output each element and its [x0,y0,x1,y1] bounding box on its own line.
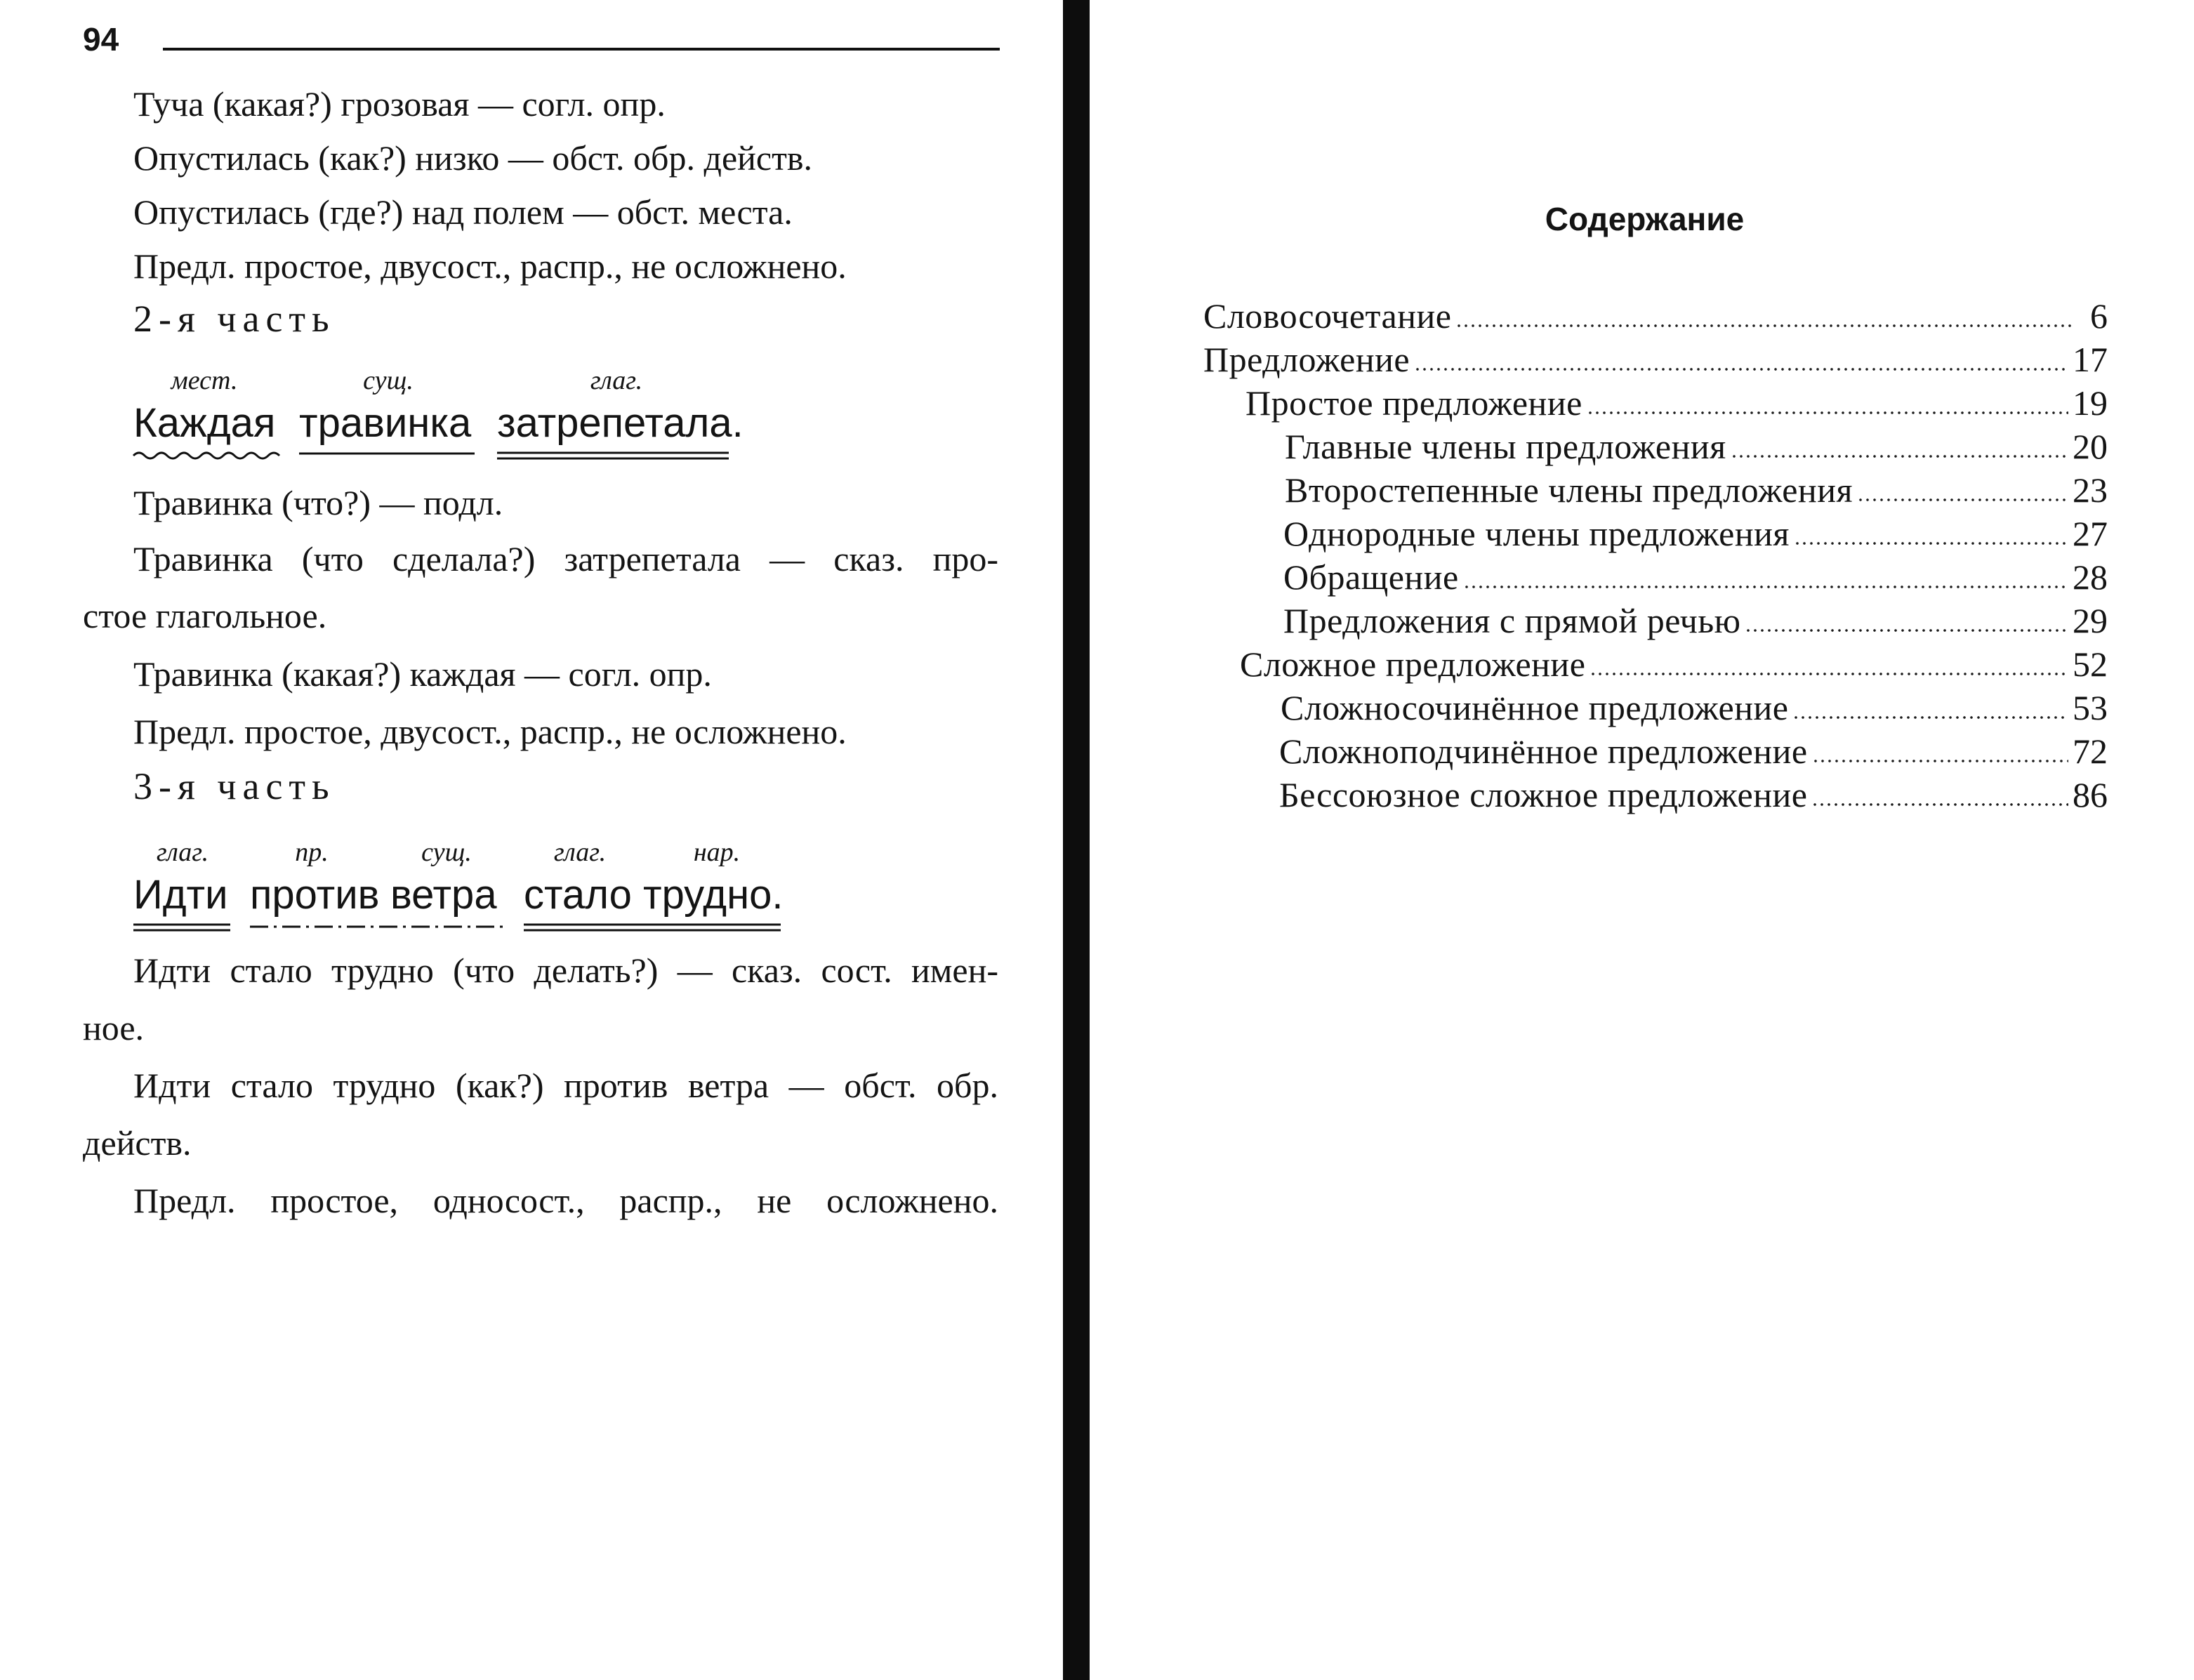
analysis-line: Травинка (что сделала?) затрепетала — сказ. про- [133,539,998,578]
analysis-line: Предл. простое, односост., распр., не осложнено. [133,1181,998,1220]
toc-entry-label: Предложения с прямой речью [1283,601,1741,640]
left-page [0,0,1053,1680]
toc-entry-label: Бессоюзное сложное предложение [1279,775,1808,814]
toc-entry [1203,296,2108,336]
sentence-word: затрепетала. [497,400,744,446]
analysis-line: Травинка (что?) — подл. [133,483,503,522]
toc-entry-page: 17 [2073,340,2108,379]
toc-entry-page: 19 [2073,383,2108,423]
right-page [1095,0,2194,1680]
wavy-underline [133,451,274,461]
analysis-line: Опустилась (где?) над полем — обст. места. [133,192,793,232]
toc-entry [1279,732,2108,771]
toc-entry-label: Словосочетание [1203,296,1452,336]
toc-entry [1240,644,2108,684]
toc-entry-page: 28 [2073,557,2108,597]
analysis-line: действ. [83,1123,192,1163]
toc-leader-dots [1745,629,2068,632]
toc-entry-label: Второстепенные члены предложения [1285,470,1853,510]
pos-label: пр. [295,838,329,867]
single-underline [299,451,475,461]
toc-entry-label: Простое предложение [1245,383,1582,423]
toc-leader-dots [1731,455,2068,458]
toc-entry-page: 52 [2073,644,2108,684]
toc-entry-label: Предложение [1203,340,1410,379]
toc-leader-dots [1455,324,2075,327]
toc-entry [1245,383,2108,423]
dash-dot-underline [250,922,505,932]
toc-entry [1285,470,2108,510]
sentence-word: травинка [299,400,472,446]
book-gutter [1063,0,1090,1680]
pos-label: глаг. [553,838,607,867]
analysis-line: Предл. простое, двусост., распр., не осложнено. [133,712,847,751]
toc-leader-dots [1792,716,2068,719]
analysis-line: Предл. простое, двусост., распр., не осложнено. [133,246,847,286]
page-number: 94 [83,21,119,58]
toc-entry [1283,601,2108,640]
toc-leader-dots [1812,760,2068,762]
toc-entry-page: 20 [2073,427,2108,466]
analysis-line: Травинка (какая?) каждая — согл. опр. [133,654,712,694]
toc-entry [1285,427,2108,466]
double-underline [497,451,729,461]
toc-leader-dots [1587,411,2068,414]
part-heading: 2-я часть [133,298,336,340]
analysis-line: Идти стало трудно (как?) против ветра — обст. обр. [133,1066,998,1105]
toc-entry-label: Сложноподчинённое предложение [1279,732,1808,771]
pos-label: глаг. [156,838,209,867]
analysis-line: Идти стало трудно (что делать?) — сказ. сост. имен- [133,951,998,990]
toc-entry-page: 27 [2073,514,2108,553]
toc-entry-label: Главные члены предложения [1285,427,1726,466]
toc-entry [1283,514,2108,553]
sentence-word: Каждая [133,400,276,446]
analysis-line: ное. [83,1008,145,1047]
toc-entry-label: Сложносочинённое предложение [1281,688,1789,727]
header-rule [163,48,1000,51]
pos-label: сущ. [363,366,414,395]
sentence-word: стало [524,872,632,918]
toc-entry [1283,557,2108,597]
toc-entry-page: 6 [2090,296,2108,336]
sentence-word: Идти [133,872,228,918]
analysis-line: Опустилась (как?) низко — обст. обр. действ. [133,138,813,178]
toc-leader-dots [1857,498,2068,501]
toc-leader-dots [1811,803,2068,806]
toc-entry-label: Сложное предложение [1240,644,1586,684]
toc-entry-page: 53 [2073,688,2108,727]
toc-leader-dots [1414,368,2068,371]
double-underline [524,922,781,932]
pos-label: нар. [693,838,741,867]
part-heading: 3-я часть [133,765,336,807]
toc-title: Содержание [1545,201,1745,237]
pos-label: сущ. [421,838,472,867]
analysis-line: Туча (какая?) грозовая — согл. опр. [133,84,666,124]
sentence-word: ветра [390,872,497,918]
toc-entry-label: Обращение [1283,557,1459,597]
toc-entry-page: 23 [2073,470,2108,510]
toc-entry [1203,340,2108,379]
toc-leader-dots [1590,673,2068,675]
pos-label: мест. [171,366,238,395]
toc-entry-page: 86 [2073,775,2108,814]
double-underline [133,922,230,932]
toc-leader-dots [1794,542,2068,545]
sentence-word: против [250,872,380,918]
pos-label: глаг. [590,366,643,395]
sentence-word: трудно. [643,872,784,918]
toc-entry-page: 72 [2073,732,2108,771]
toc-entry [1279,775,2108,814]
toc-entry-label: Однородные члены предложения [1283,514,1790,553]
toc-entry [1281,688,2108,727]
toc-leader-dots [1463,586,2068,588]
toc-entry-page: 29 [2073,601,2108,640]
analysis-line: стое глагольное. [83,596,327,635]
